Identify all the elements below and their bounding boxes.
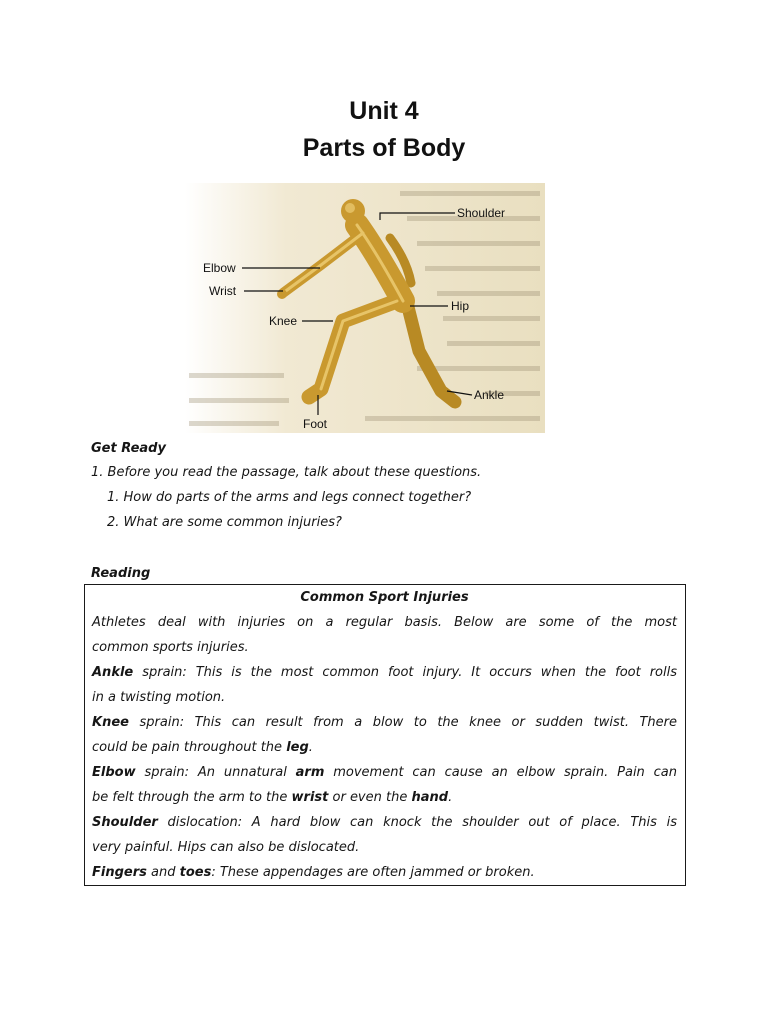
key-term: leg <box>286 740 309 755</box>
label-wrist: Wrist <box>209 284 237 298</box>
key-term: Shoulder <box>92 815 158 830</box>
paragraph-line <box>92 860 677 885</box>
key-term: toes <box>179 865 212 880</box>
key-term: wrist <box>291 790 329 805</box>
paragraph-line <box>92 810 677 835</box>
text-segment: or even the <box>328 790 412 805</box>
text-segment: in a twisting motion. <box>92 690 226 705</box>
text-segment: : These appendages are often jammed or broken. <box>211 865 535 880</box>
text-segment: Athletes deal with injuries on a regular basis. Below are some of the most <box>92 615 677 630</box>
text-segment: sprain: This is the most common foot injury. It occurs when the foot rolls <box>133 665 677 680</box>
key-term: Elbow <box>92 765 136 780</box>
passage-title: Common Sport Injuries <box>300 590 469 605</box>
paragraph-line <box>92 760 677 785</box>
unit-title: Unit 4 <box>349 97 419 125</box>
paragraph-line <box>92 635 677 660</box>
label-hip: Hip <box>451 299 470 313</box>
text-segment: and <box>146 865 180 880</box>
paragraph-line <box>92 785 677 810</box>
question-item: 2. What are some common injuries? <box>107 515 342 530</box>
label-foot: Foot <box>303 417 328 431</box>
text-segment: be felt through the arm to the <box>92 790 292 805</box>
get-ready-question: 1. Before you read the passage, talk about these questions. <box>91 465 482 480</box>
key-term: Fingers <box>92 865 147 880</box>
paragraph-line <box>92 710 677 735</box>
label-ankle: Ankle <box>474 388 505 402</box>
key-term: Knee <box>92 715 129 730</box>
label-shoulder: Shoulder <box>457 206 506 220</box>
paragraph-line <box>92 835 677 860</box>
label-elbow: Elbow <box>203 261 236 275</box>
text-segment: very painful. Hips can also be dislocated. <box>92 840 360 855</box>
key-term: hand <box>411 790 449 805</box>
text-segment: . <box>308 740 313 755</box>
text-segment: sprain: This can result from a blow to the knee or sudden twist. There <box>128 715 677 730</box>
question-item: 1. How do parts of the arms and legs connect together? <box>107 490 472 505</box>
text-segment: sprain: An unnatural <box>135 765 296 780</box>
passage-body <box>92 610 677 885</box>
text-segment: dislocation: A hard blow can knock the shoulder out of place. This is <box>157 815 677 830</box>
page-title: Parts of Body <box>302 134 466 162</box>
text-segment: . <box>448 790 453 805</box>
text-segment: could be pain throughout the <box>92 740 287 755</box>
text-segment: movement can cause an elbow sprain. Pain can <box>324 765 677 780</box>
head-highlight <box>345 203 355 213</box>
label-knee: Knee <box>269 314 298 328</box>
reading-passage-box <box>84 584 686 886</box>
key-term: Ankle <box>92 665 134 680</box>
body-parts-figure <box>185 183 545 433</box>
get-ready-heading: Get Ready <box>91 441 166 456</box>
key-term: arm <box>295 765 325 780</box>
paragraph-line <box>92 735 677 760</box>
paragraph-line <box>92 610 677 635</box>
paragraph-line <box>92 685 677 710</box>
paragraph-line <box>92 660 677 685</box>
reading-heading: Reading <box>91 566 151 581</box>
text-segment: common sports injuries. <box>92 640 249 655</box>
